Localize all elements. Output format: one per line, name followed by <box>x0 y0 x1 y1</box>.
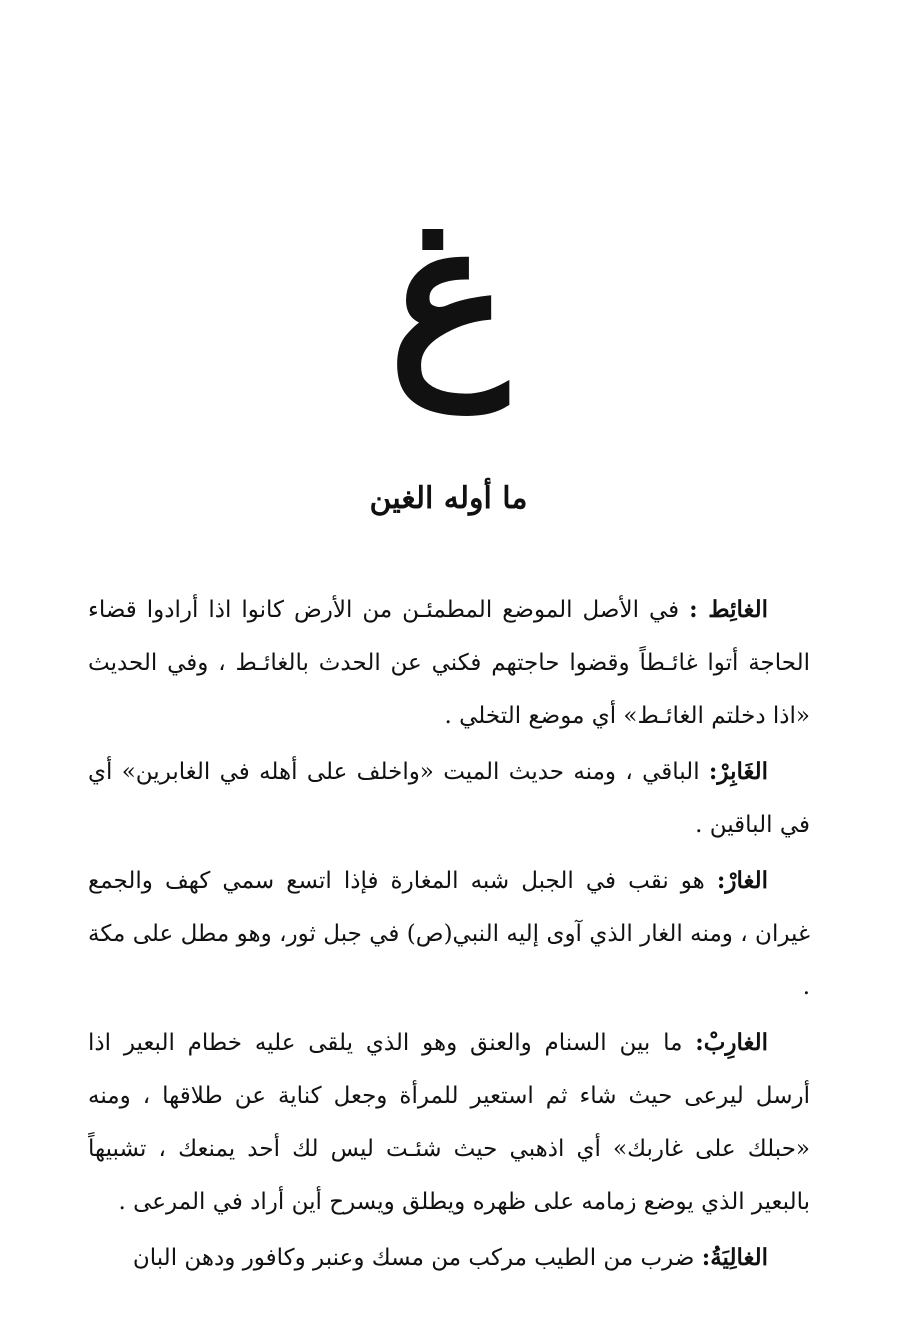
section-title: ما أوله الغين <box>369 481 528 516</box>
entry-term: الغائِط : <box>689 596 769 623</box>
entry-gharib <box>88 1016 810 1229</box>
entries-body <box>88 583 810 1285</box>
entry-term: الغالِيَةُ: <box>701 1244 768 1271</box>
entry-definition: ضرب من الطيب مركب من مسك وعنبر وكافور ودهن البان <box>132 1245 695 1271</box>
entry-definition: ما بين السنام والعنق وهو الذي يلقى عليه خطام البعير اذا أرسل ليرعى حيث شاء ثم استعير للمرأة وجعل كناية عن طلاقها ، ومنه «حبلك على غاربك» أي اذهبي حيث شئـت ليس لك أحد يمنعك ، تشبيهاً بالبعير الذي يوضع زمامه على ظهره ويطلق ويسرح أين أراد في المرعى . <box>88 1030 810 1215</box>
entry-ghaith <box>88 583 810 743</box>
entry-term: الغَابِرْ: <box>708 758 769 785</box>
entry-term: الغارِبْ: <box>695 1029 769 1056</box>
entry-definition: الباقي ، ومنه حديث الميت «واخلف على أهله في الغابرين» أي في الباقين . <box>88 759 810 838</box>
entry-ghabir <box>88 745 810 852</box>
chapter-letter: غ <box>388 177 509 412</box>
entry-ghaliya <box>88 1231 810 1285</box>
entry-definition: هو نقب في الجبل شبه المغارة فإذا اتسع سمي كهف والجمع غيران ، ومنه الغار الذي آوى إليه النبي(ص) في جبل ثور، وهو مطل على مكة . <box>88 868 810 1000</box>
entry-definition: في الأصل الموضع المطمئـن من الأرض كانوا اذا أرادوا قضاء الحاجة أتوا غائـطاً وقضوا حاجتهم فكني عن الحدث بالغائـط ، وفي الحديث «اذا دخلتم الغائـط» أي موضع التخلي . <box>88 597 810 729</box>
entry-ghar <box>88 854 810 1014</box>
entry-term: الغارْ: <box>716 867 768 894</box>
